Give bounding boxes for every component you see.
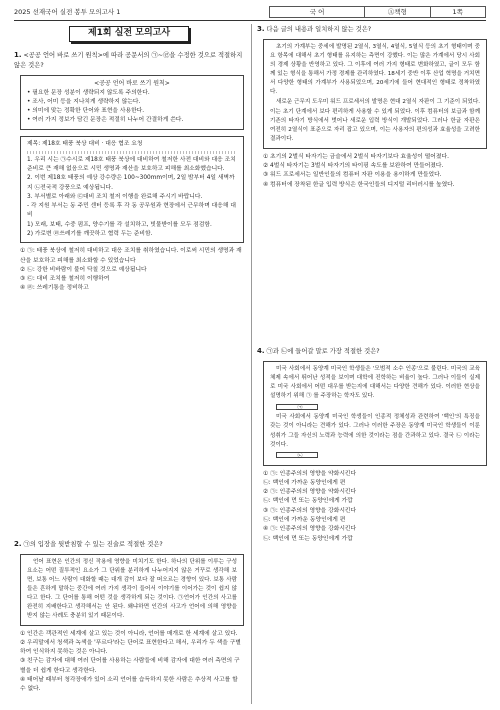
question-number: 1. <box>14 51 22 59</box>
answer-option[interactable]: ① ㉠: 인종주의의 영향을 약화시킨다 <box>263 470 357 477</box>
question-2 <box>14 539 244 694</box>
passage-box: 언어 표현은 인간의 정신 작용에 영향을 미치기도 한다. 하나의 단위를 이루는 구성 요소는 어떤 질투적인 요소가 그 단위를 분리하게 나누어지지 않은 거꾸로 생각해 보면, 보통 어느 사람이 대화할 때는 대개 감이 보다 잘 떠오르는 경향이 있다. 보통 사람들은 흔하게 말하는 중간에 여러 가지 생각이 들어서 이야기를 이어가는 것이 쉽지 않다고 한다. 그 단어를 통해 어떤 것을 생각하게 되는 것이다. ㉠언어가 인간의 사고를 완전히 지배한다고 생각해서는 안 된다. 왜냐하면 인간의 사고가 언어에 의해 영향을 받지 않는 사례도 충분히 있기 때문이다. <box>20 554 244 625</box>
left-column <box>14 24 244 693</box>
answer-option-continued: ㉡: 백인에 먼 또는 동양인에게 가깝 <box>263 535 353 542</box>
column-divider <box>251 24 252 704</box>
passage-paragraph: 초기의 가계부는 중세에 발명된 2열식, 3열식, 4열식, 5열식 등의 초기 형태이며 중요 항목에 대해서 초기 형태를 유지하는 측면이 강했다. 이는 많은 가계에서 당시 사회의 경제 상황을 반영하고 있다. 그 이후에 여러 가지 형태로 변화하였고, 글이 모두 함께 있는 형식을 통해서 가정 경제를 관리하였다. 18세기 중반 이후 산업 혁명을 거치면서 다양한 형태의 가계부가 사용되었으며, 20세기에 들어 현대적인 형태로 정착하였다. <box>270 44 480 96</box>
answer-option[interactable]: ② ㉡: 강한 비바람이 불어 닥칠 것으로 예상됩니다 <box>20 266 147 273</box>
official-document-box <box>20 136 244 244</box>
question-stem: 다음 글의 내용과 일치하지 않는 것은? <box>266 26 372 33</box>
answer-option-continued: ㉡: 백인에 가까운 동양인에게 편 <box>263 479 346 486</box>
answer-blank: ㉠ <box>276 404 318 410</box>
answer-option[interactable]: ④ ㉣: 쓰레기통을 정비하고 <box>20 285 89 292</box>
page-header <box>14 6 486 18</box>
question-number: 2. <box>14 540 22 548</box>
answer-option[interactable]: ④ ㉠: 인종주의의 영향을 강화시킨다 <box>263 526 357 533</box>
passage-paragraph: 미국 사회에서 동양계 미국인 학생들은 '모범적 소수 인종'으로 불린다. 미국의 교육 체제 속에서 뛰어난 성적을 보이며 대학에 진학하는 비율이 높다. 그러나 이들이 실제로 미국 사회에서 어떤 대우를 받는지에 대해서는 다양한 견해가 있다. 이러한 현상을 설명하기 위해 ㉠ 를 주장하는 학자도 있다. <box>270 366 480 400</box>
header-info-table <box>269 6 486 18</box>
document-item: 1) 모래, 보태, 수중 펌프, 양수기를 각 설치하고, 빗물받이를 모두 점검함. <box>27 221 212 228</box>
document-title: 제목: 제18호 태풍 북상 대비 · 대응 협조 요청 <box>27 140 143 147</box>
answer-option-continued: ㉡: 백인에 가까운 동양인에게 편 <box>263 516 346 523</box>
exam-series-title: 2025 선재국어 실전 봉투 모의고사 1 <box>14 8 121 16</box>
answer-options <box>20 247 244 293</box>
question-number: 3. <box>257 25 265 33</box>
document-item: 2) 가로변 ㉣쓰레기를 깨끗하고 협력 두는 준비함. <box>27 231 153 237</box>
divider <box>27 151 237 154</box>
question-stem: ㉠과 ㉡에 들어갈 말로 가장 적절한 것은? <box>266 348 380 355</box>
answer-option[interactable]: ③ 친구는 감자에 대해 여러 단어를 사용하는 사람들에 비해 감자에 대한 여러 측면의 구별을 더 쉽게 한다고 생각한다. <box>20 658 240 674</box>
answer-option-continued: ㉡: 백인에 먼 또는 동양인에게 가깝 <box>263 498 353 505</box>
answer-blank: ㉡ <box>276 452 318 458</box>
document-item: 2. 이번 제18호 태풍의 예상 강수량은 100~300mm이며, 2일 밤부터 4일 새벽까지 ㉡전국적 강풍으로 예상됩니다. <box>27 175 235 191</box>
answer-option[interactable]: ② ㉠: 인종주의의 영향을 약화시킨다 <box>263 489 357 496</box>
rule-item: • 여러 가지 정보가 담긴 문장은 적절히 나누어 간결하게 쓴다. <box>27 117 184 124</box>
answer-option[interactable]: ① ㉠: 태풍 북상에 철저히 대비하고 대응 조치를 취하였습니다. 이로써 시민의 생명과 재산을 보호하고 피해를 최소화할 수 있었습니다 <box>20 248 242 264</box>
subject-cell: 국 어 <box>270 7 365 17</box>
rule-item: • 조사, 어미 등을 지나치게 생략하지 않는다. <box>27 98 141 105</box>
answer-option[interactable]: ② 우리말에서 청색과 녹색을 '푸르다'라는 단어로 표현한다고 해서, 우리가 두 색을 구별하여 인식하지 못하는 것은 아니다. <box>20 639 241 656</box>
answer-option[interactable]: ④ 태어날 때부터 청각장애가 있어 소리 언어를 습득하지 못한 사람은 추상적 사고를 할 수 없다. <box>20 676 238 693</box>
passage-box <box>263 361 487 465</box>
question-1 <box>14 50 244 294</box>
answer-option[interactable]: ② 4벌식 타자기는 3벌식 타자기의 타이핑 속도를 보완하여 만들어졌다. <box>263 162 444 169</box>
question-stem: <공공 언어 바로 쓰기 원칙>에 따라 공문서의 ㉠~㉣을 수정한 것으로 적절하지 않은 것은? <box>14 52 243 70</box>
document-item: 3. 부서별로 아래와 ㉢대비 조치 철저 이행을 완료해 주시기 바랍니다. <box>27 193 203 200</box>
answer-options <box>263 470 487 544</box>
answer-option[interactable]: ③ ㉢: 대비 조치를 철저히 이행하여 <box>20 276 110 283</box>
answer-option[interactable]: ③ 워드 프로세서는 일반인들의 컴퓨터 자판 이용을 용이하게 만들었다. <box>263 172 442 179</box>
answer-option[interactable]: ① 인간은 객관적인 세계에 살고 있는 것이 아니라, 언어를 매개로 한 세계에 살고 있다. <box>20 630 238 637</box>
question-number: 4. <box>257 347 265 355</box>
answer-option[interactable]: ④ 컴퓨터에 장착된 한글 입력 방식은 한국인들의 디지털 리터러시를 높였다. <box>263 181 455 188</box>
answer-option[interactable]: ③ ㉠: 인종주의의 영향을 강화시킨다 <box>263 507 357 514</box>
page-number-cell: 1쪽 <box>452 7 463 16</box>
exam-title: 제1회 실전 모의고사 <box>69 26 189 42</box>
answer-option[interactable]: ① 초기의 2벌식 타자기는 금슬에서 2벌식 타자기보다 효율성이 떨어졌다. <box>263 153 449 160</box>
question-4 <box>257 346 487 544</box>
rule-item: • 필요한 문장 성분이 생략되지 않도록 주의한다. <box>27 89 150 96</box>
document-item: - 각 지원 부서는 동 주민 센터 등록 후 각 동 공무원과 현장에서 근무하며 대응해 대비 <box>27 203 236 219</box>
booklet-type-cell: Ⓐ책형 <box>365 7 430 17</box>
document-item: 1. 우리 시는 ㉠수시로 제18호 태풍 북상에 대비하여 철저한 사전 대비와 대응 조치 준비로 큰 재해 없음으로 시민 생명과 재산을 보호하고 피해를 최소화했습니다. <box>27 156 236 173</box>
header-rule <box>14 20 486 21</box>
question-stem: ㉠의 입장을 뒷받침할 수 있는 진술로 적절한 것은? <box>23 541 163 548</box>
rules-box-title: <공공 언어 바로 쓰기 원칙> <box>94 80 170 88</box>
passage-box <box>263 39 487 149</box>
right-column <box>257 24 487 542</box>
rule-item: • 의미에 맞는 정확한 단어와 표현을 사용한다. <box>27 108 145 115</box>
passage-paragraph: 미국 사회에서 동양계 미국인 학생들이 인종적 정체성과 관련하여 '백인'의 특징을 갖는 것이 아니라는 견해가 있다. 그러나 이러한 주장은 동양계 미국인 학생들이 이룬 성취가 그들 자신의 노력과 능력에 의한 것이라는 점을 간과하고 있다. 결국 ㉡ 이라는 것이다. <box>270 414 480 448</box>
answer-options <box>20 630 244 695</box>
rules-box <box>20 75 244 129</box>
answer-options <box>263 153 487 190</box>
passage-paragraph: 새로운 근무지 도우미 워드 프로세서의 발명은 현대 2열식 자판이 그 기준이 되었다. 이는 초기 단계에서 보다 편리하게 사용할 수 있게 되었다. 이후 컴퓨터의 보급과 함께 기존의 타자기 방식에서 벗어나 새로운 입력 방식이 개발되었다. 그러나 한글 자판은 여전히 2열식이 표준으로 자리 잡고 있으며, 이는 사용자의 편의성과 효율성을 고려한 결과이다. <box>270 99 480 142</box>
question-3 <box>257 24 487 190</box>
